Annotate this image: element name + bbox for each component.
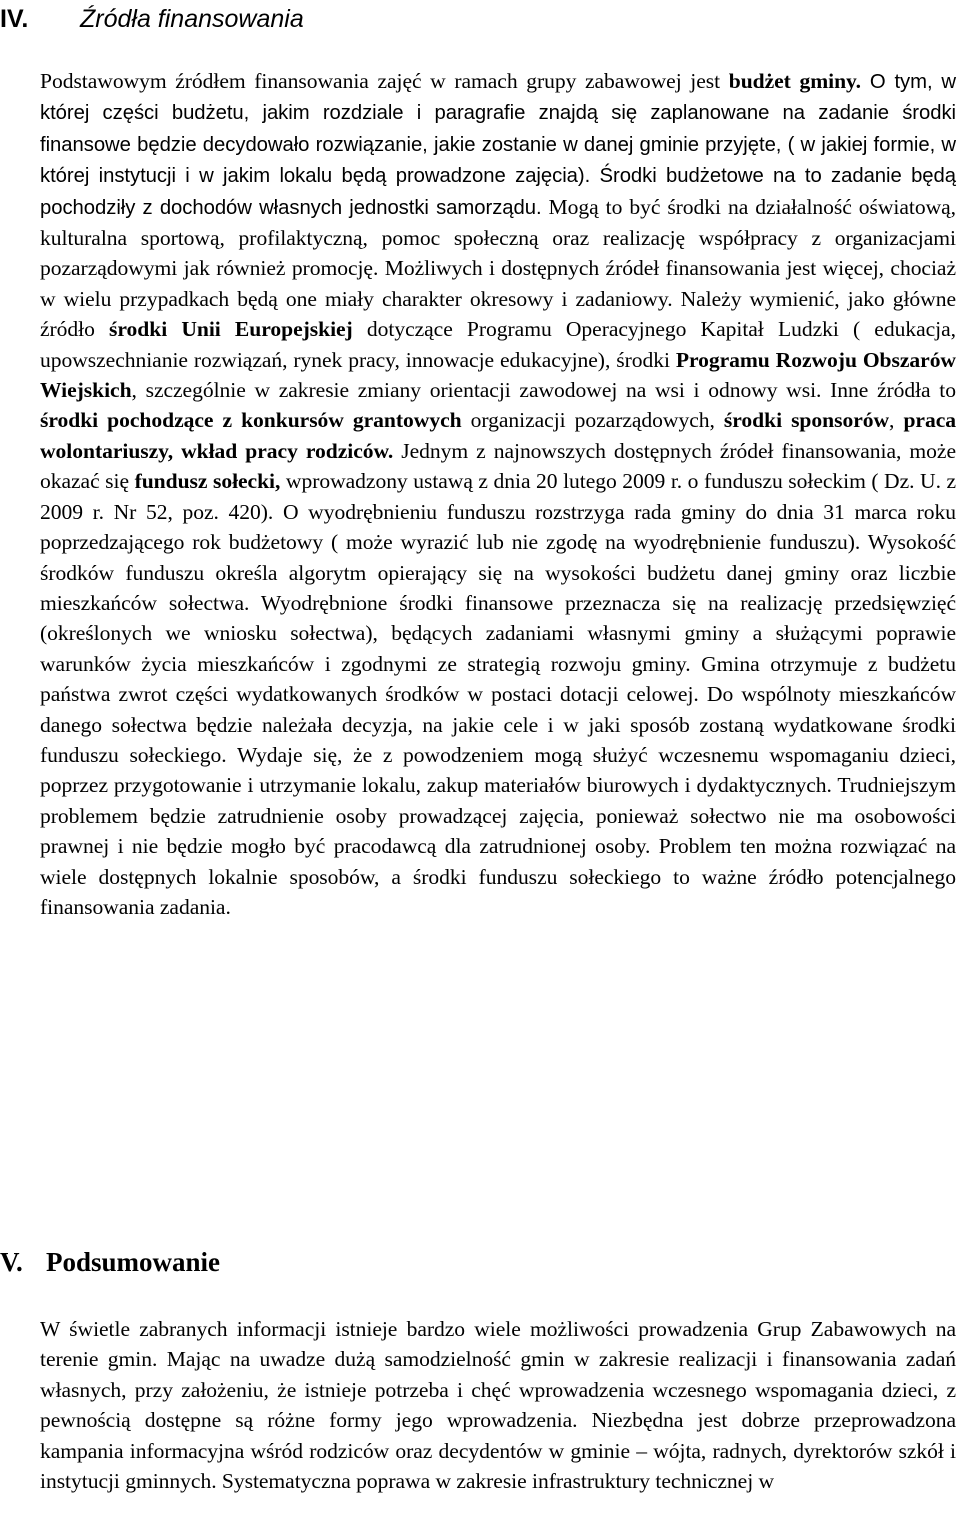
section-heading-v <box>0 1245 220 1279</box>
emphasis-eu-funds: środki Unii Europejskiej <box>109 317 353 342</box>
section-v-body: W świetle zabranych informacji istnieje bardzo wiele możliwości prowadzenia Grup Zabawowych na terenie gmin. Mając na uwadze dużą samodzielność gmin w zakresie realizacji i finansowania zadań własnych, przy założeniu, że istnieje potrzeba i chęć wprowadzenia wczesnego wspomagania dzieci, z pewnością dostępne są różne formy jego wprowadzenia. Niezbędna jest dobrze przeprowadzona kampania informacyjna wśród rodziców oraz decydentów w gminie – wójta, radnych, dyrektorów szkół i instytucji gminnych. Systematyczna poprawa w zakresie infrastruktury technicznej w <box>40 1317 956 1494</box>
sentence-areas: Mogą to być środki na działalność oświatową, kulturalna sportową, profilaktyczną, pomoc społeczną oraz realizację współpracy z organizacjami pozarządowymi jak również promocję. <box>40 194 957 281</box>
section-title: Podsumowanie <box>46 1247 221 1277</box>
emphasis-prow: Programu Rozwoju Obszarów Wiejskich <box>40 347 956 403</box>
sentence-ngo: organizacji pozarządowych, <box>461 408 724 433</box>
section-title: Źródła finansowania <box>80 5 304 33</box>
sentence-fundusz-intro: Jednym z najnowszych dostępnych źródeł finansowania, może okazać się <box>40 438 956 494</box>
emphasis-grants: środki pochodzące z konkursów grantowych <box>40 408 462 433</box>
emphasis-sponsors: środki sponsorów <box>723 408 890 433</box>
sentence-pokl: dotyczące Programu Operacyjnego Kapitał Ludzki ( edukacja, upowszechnianie rozwiązań, rynek pracy, innowacje edukacyjne), środki <box>40 317 956 372</box>
sentence-budget: Podstawowym źródłem finansowania zajęć w ramach grupy zabawowej jest <box>40 69 729 93</box>
section-iv-body <box>40 66 956 922</box>
comma-separator: , <box>889 408 904 433</box>
emphasis-fundusz-solecki: fundusz sołecki, <box>134 469 281 494</box>
sentence-orientation: , szczególnie w zakresie zmiany orientacji zawodowej na wsi i odnowy wsi. Inne źródła to <box>131 378 956 403</box>
sentence-budget-allocation: O tym, w której części budżetu, jakim rozdziale i paragrafie znajdą się zaplanowane na zadanie środki finansowe będzie decydowało rozwiązanie, jakie zostanie w danej gminie przyjęte, ( w jakiej formie, w której instytucji i w jakim lokalu będą prowadzone zajęcia). Środki budżetowe na to zadanie będą pochodziły z dochodów własnych jednostki samorządu. <box>40 71 957 219</box>
emphasis-budzet-gminy: budżet gminy. <box>728 69 861 93</box>
sentence-other-sources: Możliwych i dostępnych źródeł finansowania jest więcej, chociaż w wielu przypadkach będą one miały charakter okresowy i zadaniowy. Należy wymienić, jako główne źródło <box>40 256 956 342</box>
section-number: IV. <box>0 5 29 33</box>
emphasis-volunteers: praca wolontariuszy, wkład pracy rodziców. <box>40 408 956 463</box>
section-heading-iv <box>0 2 304 36</box>
section-number: V. <box>0 1247 23 1277</box>
sentence-fundusz-details: wprowadzony ustawą z dnia 20 lutego 2009 r. o funduszu sołeckim ( Dz. U. z 2009 r. Nr 52, poz. 420). O wyodrębnieniu funduszu rozstrzyga rada gminy do dnia 31 marca roku poprzedzającego rok budżetowy ( może wyrazić lub nie zgodę na wyodrębnienie funduszu). Wysokość środków funduszu określa algorytm opierający się na wysokości budżetu danej gminy oraz liczbie mieszkańców sołectwa. Wyodrębnione środki finansowe przeznacza się na realizację przedsięwzięć (określonych we wniosku sołectwa), będących zadaniami własnymi gminy a służącymi poprawie warunków życia mieszkańców i zgodnymi ze strategią rozwoju gminy. Gmina otrzymuje z budżetu państwa zwrot części wydatkowanych środków w postaci dotacji celowej. Do wspólnoty mieszkańców danego sołectwa będzie należała decyzja, na jakie cele i w jaki sposób zostaną wydatkowane środki funduszu sołeckiego. Wydaje się, że z powodzeniem mogą służyć wczesnemu wspomaganiu dzieci, poprzez przygotowanie i utrzymanie lokalu, zakup materiałów biurowych i dydaktycznych. Trudniejszym problemem będzie zatrudnienie osoby prowadzącej zajęcia, ponieważ sołectwo nie ma osobowości prawnej i nie będzie mogło być pracodawcą dla zatrudnionej osoby. Problem ten można rozwiązać na wiele dostępnych lokalnie sposobów, a środki funduszu sołeckiego to ważne źródło potencjalnego finansowania zadania. <box>40 469 957 919</box>
